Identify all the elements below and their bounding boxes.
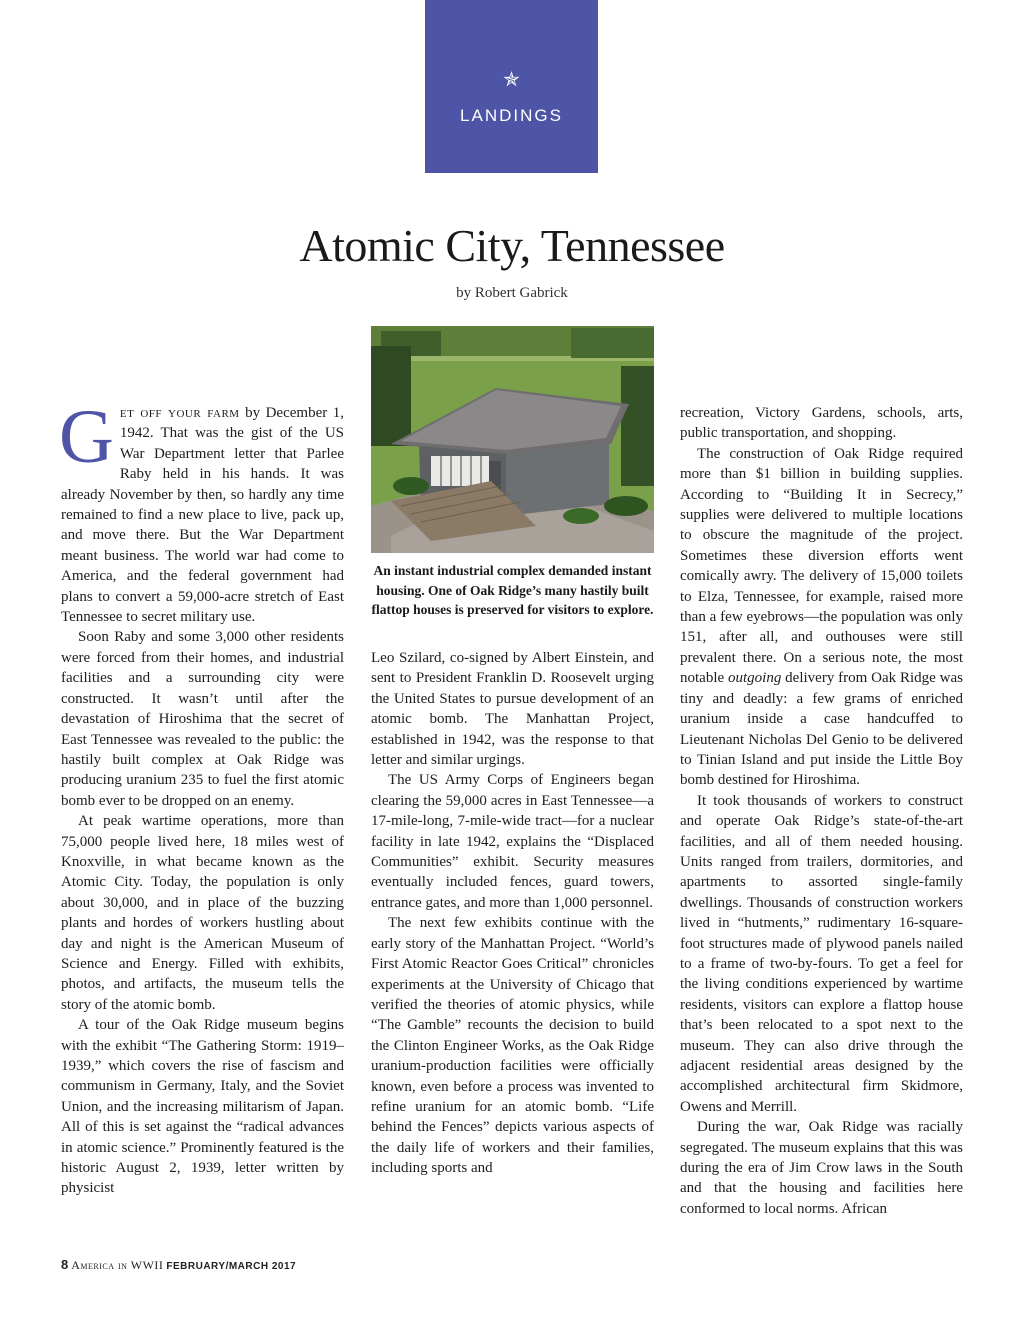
page-footer — [61, 1257, 296, 1273]
paragraph: It took thousands of workers to construct and operate Oak Ridge’s state-of-the-art facilities, and all of them needed housing. Units ranged from trailers, dormitories, and apartments to assorted single-family dwellings. Thousands of construction workers lived in “hutments,” rudimentary 16-square-foot structures made of plywood panels nailed to a frame of two-by-fours. To get a feel for the living conditions experienced by wartime residents, visitors can explore a flattop house that’s been relocated to a spot next to the museum. They can also drive through the adjacent residential areas designed by the accomplished architectural firm Skidmore, Owens and Merrill. — [680, 792, 963, 1115]
text-column-left — [59, 395, 344, 1199]
paragraph: During the war, Oak Ridge was racially segregated. The museum explains that this was during the era of Jim Crow laws in the South and that the housing and facilities here conformed to local norms. African — [680, 1119, 963, 1217]
paragraph: The next few exhibits continue with the early story of the Manhattan Project. “World’s First Atomic Reactor Goes Critical” chronicles experiments at the University of Chicago that verified the theories of atomic physics, while “The Gamble” recounts the decision to build the Clinton Engineer Works, as the Oak Ridge uranium-production facilities were officially known, even before a process was invented to refine uranium for an atomic bomb. “Life behind the Fences” depicts various aspects of the daily life of workers and their families, including sports and — [371, 915, 654, 1177]
issue-date: FEBRUARY/MARCH 2017 — [166, 1261, 297, 1272]
section-label: LANDINGS — [460, 106, 563, 125]
paragraph: Soon Raby and some 3,000 other residents were forced from their homes, and industrial facilities and a surrounding city were constructed. It wasn’t until after the devastation of Hiroshima that the secret of East Tennessee was revealed to the public: the hastily built complex at Oak Ridge was producing uranium 235 to fuel the first atomic bomb ever to be dropped on an enemy. — [61, 629, 344, 809]
page-number: 8 — [61, 1257, 69, 1272]
article-byline: by Robert Gabrick — [456, 285, 568, 301]
emphasis-text: outgoing — [728, 670, 782, 687]
paragraph: The US Army Corps of Engineers began clearing the 59,000 acres in East Tennessee—a 17-mile-long, 7-mile-wide tract—for a nuclear facility in late 1942, explains the “Displaced Communities” exhibit. Security measures eventually included fences, guard towers, entrance gates, and more than 1,000 personnel. — [371, 772, 654, 911]
paragraph-text: The construction of Oak Ridge required more than $1 billion in building supplies. According to “Building It in Secrecy,” supplies were delivered to multiple locations to obscure the magnitude of the project. Sometimes these diversion efforts went comically awry. The delivery of 15,000 toilets to Elza, Tennessee, for example, raised more than a few eyebrows—the population was only 151, after all, and outhouses were still prevalent there. On a serious note, the most notable — [680, 445, 963, 687]
drop-cap: G — [59, 395, 114, 479]
paragraph: Leo Szilard, co-signed by Albert Einstein, and sent to President Franklin D. Roosevelt urging the United States to pursue development of an atomic bomb. The Manhattan Project, established in 1942, was the response to that letter and similar urgings. — [371, 650, 654, 769]
flattop-house-photo — [371, 326, 654, 553]
paragraph — [680, 444, 963, 791]
text-column-middle — [371, 648, 654, 1179]
paragraph: At peak wartime operations, more than 75,000 people lived here, 18 miles west of Knoxville, in what became known as the Atomic City. Today, the population is only about 30,000, and in place of the buzzing plants and hordes of workers hustling about day and night is the American Museum of Science and Energy. Filled with exhibits, photos, and artifacts, the museum tells the story of the atomic bomb. — [61, 813, 344, 1013]
article-title: Atomic City, Tennessee — [299, 220, 725, 271]
paragraph — [59, 395, 344, 627]
paragraph-text: by December 1, 1942. That was the gist of the US War Department letter that Parlee Raby held in his hands. It was already November by then, so hardly any time remained to find a new place to live, pack up, and move there. But the War Department meant business. The world war had come to America, and the federal government had plans to convert a 59,000-acre stretch of East Tennessee to secret military use. — [61, 405, 344, 626]
section-banner — [425, 0, 598, 173]
paragraph-text: delivery from Oak Ridge was tiny and deadly: a few grams of enriched uranium inside a case handcuffed to Lieutenant Nicholas Del Genio to be delivered to Tinian Island and put inside the Little Boy bomb destined for Hiroshima. — [680, 670, 964, 789]
magazine-name: America in WWII — [71, 1258, 164, 1272]
paragraph: A tour of the Oak Ridge museum begins with the exhibit “The Gathering Storm: 1919–1939,” which covers the rise of fascism and communism in Germany, Italy, and the Soviet Union, and the increasing militarism of Japan. All of this is set against the “radical advances in atomic science.” Prominently featured is the historic August 2, 1939, letter written by physicist — [61, 1017, 344, 1197]
lead-in: et off your farm — [119, 405, 240, 421]
paragraph: recreation, Victory Gardens, schools, arts, public transportation, and shopping. — [680, 405, 963, 442]
star-icon: ✯ — [503, 69, 520, 91]
photo-caption: An instant industrial complex demanded instant housing. One of Oak Ridge’s many hastily built flattop houses is preserved for visitors to explore. — [371, 563, 654, 617]
text-column-right — [680, 403, 963, 1219]
